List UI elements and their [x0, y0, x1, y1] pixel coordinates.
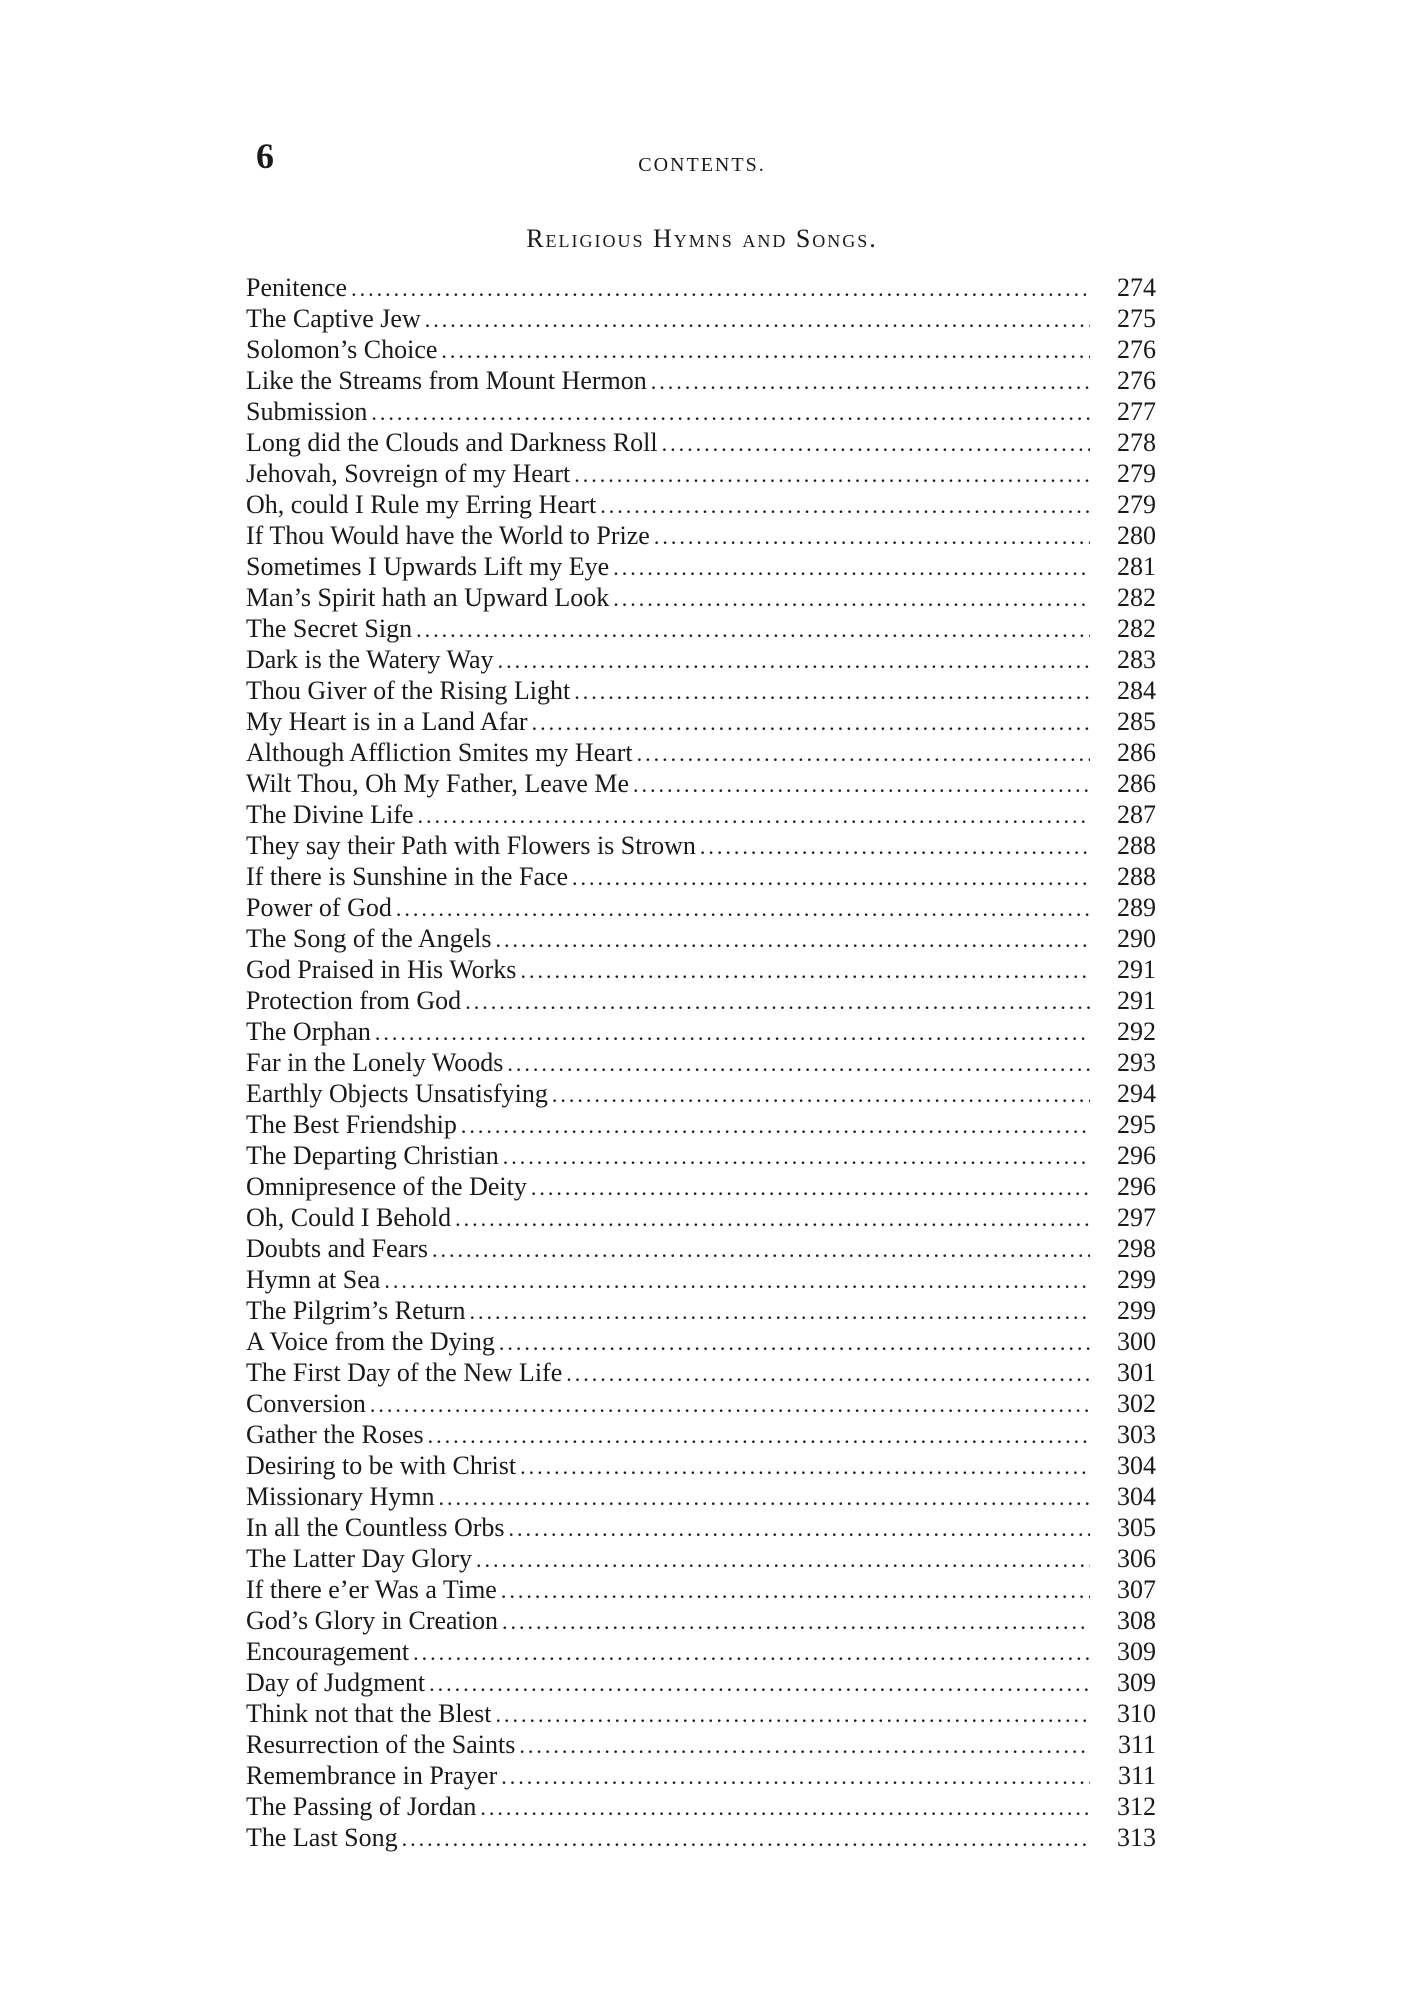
entry-page-number: 293 — [1117, 1048, 1156, 1077]
toc-entry — [246, 1326, 1156, 1357]
toc-entry — [246, 1202, 1156, 1233]
toc-entry — [246, 768, 1156, 799]
entry-title: Jehovah, Sovreign of my Heart — [246, 459, 571, 488]
dot-leader — [572, 862, 1090, 893]
entry-page-number: 306 — [1117, 1544, 1156, 1573]
entry-page-number: 305 — [1117, 1513, 1156, 1542]
toc-entry — [246, 272, 1156, 303]
entry-page-number: 309 — [1117, 1637, 1156, 1666]
toc-entry — [246, 985, 1156, 1016]
entry-page-number: 287 — [1117, 800, 1156, 829]
entry-title: They say their Path with Flowers is Strown — [246, 831, 696, 860]
dot-leader — [600, 490, 1090, 521]
dot-leader — [499, 1327, 1090, 1358]
entry-title: My Heart is in a Land Afar — [246, 707, 528, 736]
entry-title: Solomon’s Choice — [246, 335, 438, 364]
dot-leader — [502, 1606, 1090, 1637]
toc-entry — [246, 1078, 1156, 1109]
toc-entry — [246, 1171, 1156, 1202]
toc-entry — [246, 675, 1156, 706]
entry-page-number: 274 — [1117, 273, 1156, 302]
entry-page-number: 276 — [1117, 366, 1156, 395]
dot-leader — [613, 552, 1090, 583]
toc-entry — [246, 1295, 1156, 1326]
entry-title: The Orphan — [246, 1017, 371, 1046]
entry-title: Doubts and Fears — [246, 1234, 428, 1263]
toc-entry — [246, 1450, 1156, 1481]
toc-entry — [246, 1047, 1156, 1078]
entry-title: Dark is the Watery Way — [246, 645, 494, 674]
dot-leader — [651, 366, 1090, 397]
entry-page-number: 294 — [1117, 1079, 1156, 1108]
entry-page-number: 296 — [1117, 1172, 1156, 1201]
dot-leader — [425, 304, 1090, 335]
entry-title: Oh, Could I Behold — [246, 1203, 452, 1232]
dot-leader — [496, 1699, 1090, 1730]
dot-leader — [413, 1637, 1090, 1668]
entry-title: If there is Sunshine in the Face — [246, 862, 569, 891]
entry-page-number: 295 — [1117, 1110, 1156, 1139]
entry-page-number: 275 — [1117, 304, 1156, 333]
toc-entry — [246, 1729, 1156, 1760]
dot-leader — [654, 521, 1090, 552]
entry-page-number: 291 — [1117, 955, 1156, 984]
dot-leader — [470, 1296, 1090, 1327]
entry-title: Remembrance in Prayer — [246, 1761, 498, 1790]
dot-leader — [501, 1575, 1090, 1606]
entry-page-number: 304 — [1117, 1482, 1156, 1511]
dot-leader — [429, 1668, 1090, 1699]
running-head: CONTENTS. — [638, 154, 766, 176]
entry-title: Conversion — [246, 1389, 366, 1418]
contents-list — [246, 272, 1156, 1853]
dot-leader — [396, 893, 1090, 924]
entry-page-number: 282 — [1117, 614, 1156, 643]
entry-title: If there e’er Was a Time — [246, 1575, 497, 1604]
entry-title: A Voice from the Dying — [246, 1327, 495, 1356]
entry-page-number: 312 — [1117, 1792, 1156, 1821]
entry-page-number: 286 — [1117, 769, 1156, 798]
dot-leader — [384, 1265, 1090, 1296]
dot-leader — [455, 1203, 1090, 1234]
toc-entry — [246, 1140, 1156, 1171]
entry-page-number: 281 — [1117, 552, 1156, 581]
entry-page-number: 279 — [1117, 490, 1156, 519]
dot-leader — [370, 1389, 1090, 1420]
dot-leader — [566, 1358, 1090, 1389]
entry-page-number: 296 — [1117, 1141, 1156, 1170]
entry-title: The Best Friendship — [246, 1110, 457, 1139]
dot-leader — [637, 738, 1090, 769]
toc-entry — [246, 458, 1156, 489]
toc-entry — [246, 396, 1156, 427]
toc-entry — [246, 830, 1156, 861]
entry-page-number: 301 — [1117, 1358, 1156, 1387]
dot-leader — [501, 1761, 1090, 1792]
entry-title: Thou Giver of the Rising Light — [246, 676, 571, 705]
entry-title: Long did the Clouds and Darkness Roll — [246, 428, 658, 457]
entry-page-number: 307 — [1117, 1575, 1156, 1604]
toc-entry — [246, 861, 1156, 892]
toc-entry — [246, 613, 1156, 644]
toc-entry — [246, 1481, 1156, 1512]
entry-title: Encouragement — [246, 1637, 410, 1666]
toc-entry — [246, 737, 1156, 768]
entry-title: Penitence — [246, 273, 348, 302]
dot-leader — [613, 583, 1090, 614]
entry-page-number: 297 — [1117, 1203, 1156, 1232]
entry-title: Oh, could I Rule my Erring Heart — [246, 490, 597, 519]
entry-page-number: 277 — [1117, 397, 1156, 426]
entry-page-number: 282 — [1117, 583, 1156, 612]
toc-entry — [246, 706, 1156, 737]
dot-leader — [461, 1110, 1090, 1141]
toc-entry — [246, 334, 1156, 365]
entry-page-number: 303 — [1117, 1420, 1156, 1449]
toc-entry — [246, 551, 1156, 582]
toc-entry — [246, 1419, 1156, 1450]
dot-leader — [633, 769, 1090, 800]
toc-entry — [246, 644, 1156, 675]
entry-title: God’s Glory in Creation — [246, 1606, 499, 1635]
entry-title: Man’s Spirit hath an Upward Look — [246, 583, 610, 612]
toc-entry — [246, 1233, 1156, 1264]
entry-title: Think not that the Blest — [246, 1699, 492, 1728]
dot-leader — [552, 1079, 1090, 1110]
entry-title: Far in the Lonely Woods — [246, 1048, 504, 1077]
entry-title: The Captive Jew — [246, 304, 421, 333]
entry-title: The Departing Christian — [246, 1141, 499, 1170]
toc-entry — [246, 582, 1156, 613]
entry-page-number: 290 — [1117, 924, 1156, 953]
dot-leader — [416, 614, 1090, 645]
entry-title: Resurrection of the Saints — [246, 1730, 516, 1759]
toc-entry — [246, 799, 1156, 830]
page-number: 6 — [256, 136, 274, 176]
toc-entry — [246, 1667, 1156, 1698]
entry-title: Although Affliction Smites my Heart — [246, 738, 633, 767]
dot-leader — [507, 1048, 1090, 1079]
toc-entry — [246, 1109, 1156, 1140]
dot-leader — [496, 924, 1090, 955]
entry-title: The Last Song — [246, 1823, 398, 1852]
dot-leader — [532, 707, 1090, 738]
entry-page-number: 313 — [1117, 1823, 1156, 1852]
dot-leader — [371, 397, 1090, 428]
entry-title: Submission — [246, 397, 368, 426]
toc-entry — [246, 1574, 1156, 1605]
entry-page-number: 288 — [1117, 862, 1156, 891]
dot-leader — [441, 335, 1090, 366]
entry-page-number: 276 — [1117, 335, 1156, 364]
dot-leader — [520, 955, 1090, 986]
toc-entry — [246, 520, 1156, 551]
entry-page-number: 279 — [1117, 459, 1156, 488]
entry-title: The Pilgrim’s Return — [246, 1296, 466, 1325]
dot-leader — [509, 1513, 1090, 1544]
toc-entry — [246, 303, 1156, 334]
toc-entry — [246, 1822, 1156, 1853]
entry-page-number: 299 — [1117, 1265, 1156, 1294]
entry-page-number: 311 — [1117, 1730, 1156, 1759]
dot-leader — [351, 273, 1090, 304]
section-heading: Religious Hymns and Songs. — [526, 224, 878, 253]
dot-leader — [531, 1172, 1090, 1203]
toc-entry — [246, 923, 1156, 954]
entry-title: Hymn at Sea — [246, 1265, 381, 1294]
entry-title: Omnipresence of the Deity — [246, 1172, 527, 1201]
entry-page-number: 278 — [1117, 428, 1156, 457]
entry-page-number: 310 — [1117, 1699, 1156, 1728]
entry-page-number: 283 — [1117, 645, 1156, 674]
entry-page-number: 304 — [1117, 1451, 1156, 1480]
entry-page-number: 309 — [1117, 1668, 1156, 1697]
entry-page-number: 311 — [1117, 1761, 1156, 1790]
entry-title: Day of Judgment — [246, 1668, 426, 1697]
entry-page-number: 286 — [1117, 738, 1156, 767]
dot-leader — [418, 800, 1091, 831]
toc-entry — [246, 1698, 1156, 1729]
entry-title: Like the Streams from Mount Hermon — [246, 366, 647, 395]
entry-page-number: 302 — [1117, 1389, 1156, 1418]
dot-leader — [498, 645, 1090, 676]
dot-leader — [465, 986, 1090, 1017]
toc-entry — [246, 1605, 1156, 1636]
entry-title: Earthly Objects Unsatisfying — [246, 1079, 548, 1108]
dot-leader — [432, 1234, 1090, 1265]
dot-leader — [700, 831, 1090, 862]
toc-entry — [246, 489, 1156, 520]
entry-page-number: 284 — [1117, 676, 1156, 705]
dot-leader — [428, 1420, 1090, 1451]
entry-title: The Latter Day Glory — [246, 1544, 472, 1573]
dot-leader — [503, 1141, 1090, 1172]
entry-title: Desiring to be with Christ — [246, 1451, 517, 1480]
entry-title: The Passing of Jordan — [246, 1792, 477, 1821]
entry-title: Power of God — [246, 893, 392, 922]
toc-entry — [246, 1636, 1156, 1667]
entry-title: God Praised in His Works — [246, 955, 517, 984]
toc-entry — [246, 1388, 1156, 1419]
entry-page-number: 288 — [1117, 831, 1156, 860]
dot-leader — [375, 1017, 1090, 1048]
entry-title: The Song of the Angels — [246, 924, 492, 953]
dot-leader — [519, 1730, 1090, 1761]
toc-entry — [246, 954, 1156, 985]
toc-entry — [246, 1357, 1156, 1388]
dot-leader — [476, 1544, 1090, 1575]
entry-page-number: 300 — [1117, 1327, 1156, 1356]
entry-title: In all the Countless Orbs — [246, 1513, 505, 1542]
entry-title: The Divine Life — [246, 800, 414, 829]
toc-entry — [246, 1264, 1156, 1295]
dot-leader — [574, 676, 1090, 707]
entry-title: Protection from God — [246, 986, 462, 1015]
toc-entry — [246, 365, 1156, 396]
dot-leader — [439, 1482, 1091, 1513]
entry-title: Gather the Roses — [246, 1420, 424, 1449]
toc-entry — [246, 1760, 1156, 1791]
dot-leader — [480, 1792, 1090, 1823]
entry-title: Missionary Hymn — [246, 1482, 435, 1511]
toc-entry — [246, 1791, 1156, 1822]
dot-leader — [574, 459, 1090, 490]
entry-title: If Thou Would have the World to Prize — [246, 521, 650, 550]
toc-entry — [246, 1543, 1156, 1574]
toc-entry — [246, 1512, 1156, 1543]
entry-page-number: 299 — [1117, 1296, 1156, 1325]
entry-page-number: 298 — [1117, 1234, 1156, 1263]
toc-entry — [246, 892, 1156, 923]
entry-page-number: 308 — [1117, 1606, 1156, 1635]
entry-page-number: 280 — [1117, 521, 1156, 550]
toc-entry — [246, 427, 1156, 458]
toc-entry — [246, 1016, 1156, 1047]
dot-leader — [520, 1451, 1090, 1482]
entry-title: The First Day of the New Life — [246, 1358, 563, 1387]
dot-leader — [662, 428, 1090, 459]
entry-title: Sometimes I Upwards Lift my Eye — [246, 552, 610, 581]
entry-title: The Secret Sign — [246, 614, 413, 643]
dot-leader — [402, 1823, 1090, 1854]
entry-title: Wilt Thou, Oh My Father, Leave Me — [246, 769, 630, 798]
entry-page-number: 291 — [1117, 986, 1156, 1015]
entry-page-number: 292 — [1117, 1017, 1156, 1046]
entry-page-number: 285 — [1117, 707, 1156, 736]
entry-page-number: 289 — [1117, 893, 1156, 922]
